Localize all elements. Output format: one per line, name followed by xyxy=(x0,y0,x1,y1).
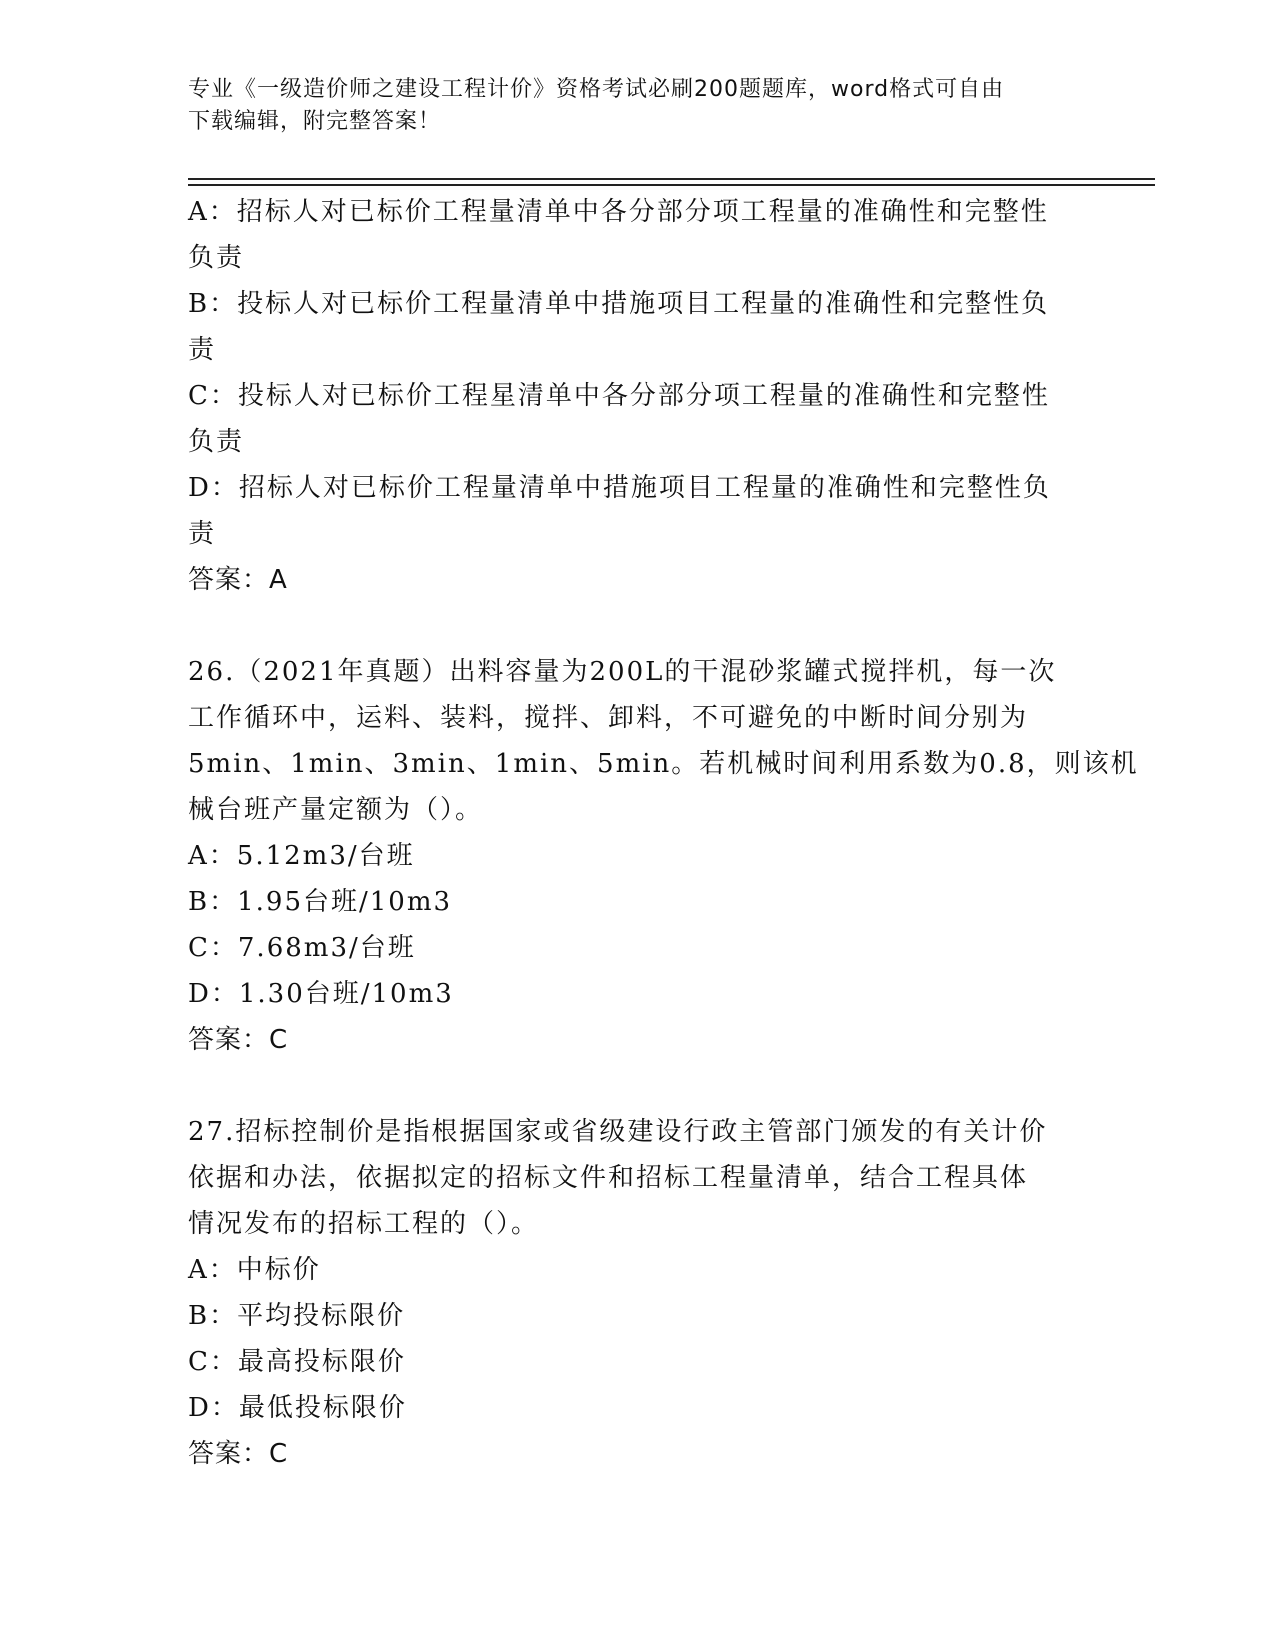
option-b-line-2: 责 xyxy=(188,335,217,365)
question-stem-line-3: 5min、1min、3min、1min、5min。若机械时间利用系数为0.8，则该机 xyxy=(188,749,1139,779)
question-stem-line-1: 26.（2021年真题）出料容量为200L的干混砂浆罐式搅拌机，每一次 xyxy=(188,657,1057,687)
option-d: D：1.30台班/10m3 xyxy=(188,979,454,1009)
question-27 xyxy=(188,1109,1088,1477)
header-rule-bottom xyxy=(188,184,1155,186)
question-stem-line-2: 工作循环中，运料、装料，搅拌、卸料，不可避免的中断时间分别为 xyxy=(188,703,1029,733)
question-stem-line-1: 27.招标控制价是指根据国家或省级建设行政主管部门颁发的有关计价 xyxy=(188,1117,1048,1147)
option-a: A：5.12m3/台班 xyxy=(188,841,415,871)
answer: 答案：A xyxy=(188,565,288,595)
header-line-2: 下载编辑，附完整答案！ xyxy=(188,109,442,134)
option-a-line-1: A：招标人对已标价工程量清单中各分部分项工程量的准确性和完整性 xyxy=(188,197,1049,227)
header-rule-top xyxy=(188,178,1155,180)
option-d-line-1: D：招标人对已标价工程量清单中措施项目工程量的准确性和完整性负 xyxy=(188,473,1051,503)
question-spacer xyxy=(188,603,1088,649)
option-c-line-2: 负责 xyxy=(188,427,245,457)
answer: 答案：C xyxy=(188,1025,289,1055)
option-a-line-2: 负责 xyxy=(188,243,245,273)
question-content xyxy=(188,189,1139,1477)
question-spacer xyxy=(188,1063,1088,1109)
option-b: B：1.95台班/10m3 xyxy=(188,887,453,917)
option-d-line-2: 责 xyxy=(188,519,217,549)
option-c-line-1: C：投标人对已标价工程星清单中各分部分项工程量的准确性和完整性 xyxy=(188,381,1050,411)
question-26 xyxy=(188,649,1139,1063)
question-25-options xyxy=(188,189,1088,603)
question-stem-line-4: 械台班产量定额为（）。 xyxy=(188,795,484,825)
answer: 答案：C xyxy=(188,1439,289,1469)
option-d: D：最低投标限价 xyxy=(188,1393,407,1423)
option-b: B：平均投标限价 xyxy=(188,1301,406,1331)
question-stem-line-3: 情况发布的招标工程的（）。 xyxy=(188,1209,540,1239)
option-c: C：最高投标限价 xyxy=(188,1347,406,1377)
header-line-1: 专业《一级造价师之建设工程计价》资格考试必刷200题题库，word格式可自由 xyxy=(188,77,1005,102)
option-b-line-1: B：投标人对已标价工程量清单中措施项目工程量的准确性和完整性负 xyxy=(188,289,1050,319)
document-header xyxy=(188,74,1068,138)
option-a: A：中标价 xyxy=(188,1255,321,1285)
option-c: C：7.68m3/台班 xyxy=(188,933,416,963)
question-stem-line-2: 依据和办法，依据拟定的招标文件和招标工程量清单，结合工程具体 xyxy=(188,1163,1029,1193)
